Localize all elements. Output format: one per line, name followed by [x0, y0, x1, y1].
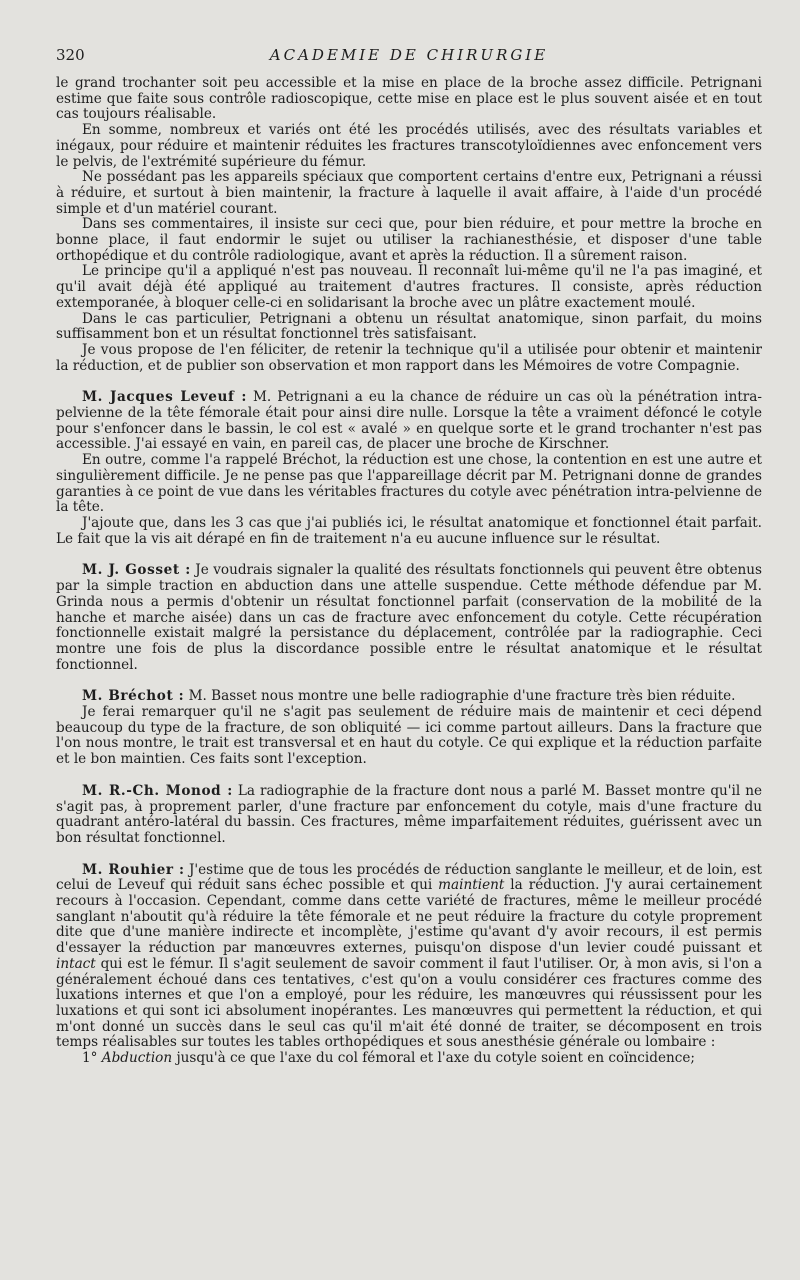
running-head — [56, 40, 762, 76]
speaker-name: M. Bréchot : — [82, 688, 185, 705]
emphasis: maintient — [438, 877, 505, 894]
emphasis: intact — [56, 955, 96, 972]
paragraph — [56, 863, 762, 1051]
paragraph: Dans ses commentaires, il insiste sur ceci que, pour bien réduire, et pour mettre la broche en bonne place, il faut endormir le sujet ou utiliser la rachianesthésie, et disposer d'une table orthopédique et du contrôle radiologique, avant et après la réduction. Il a sûrement raison. — [56, 216, 762, 264]
speaker-name: M. Rouhier : — [82, 861, 185, 878]
speech-text: la réduction. J'y aurai certainement recours à l'occasion. Cependant, comme dans cette variété de fractures, même le meilleur procédé sanglant n'aboutit qu'à réduire la tête fémorale et ne peut réduire la fracture du cotyle proprement dite que d'une manière indirecte et incomplète, j'estime qu'avant d'y avoir recours, il est permis d'essayer la réduction par manœuvres externes, puisqu'on dispose d'un levier coudé puissant et — [56, 877, 762, 957]
speech-text: M. Basset nous montre une belle radiographie d'une fracture très bien réduite. — [184, 688, 736, 705]
page-number: 320 — [56, 46, 85, 64]
paragraph — [56, 563, 762, 673]
intervention-monod — [56, 784, 762, 847]
paragraph: En outre, comme l'a rappelé Bréchot, la réduction est une chose, la contention en est une autre et singulièrement difficile. Je ne pense pas que l'appareillage décrit par M. Petrignani donne de grandes garanties à ce point de vue dans les véritables fractures du cotyle avec pénétration intra-pelvienne de la tête. — [56, 452, 762, 516]
journal-title: ACADEMIE DE CHIRURGIE — [269, 46, 549, 64]
speech-text: La radiographie de la fracture dont nous a parlé M. Basset montre qu'il ne s'agit pas, à proprement parler, d'une fracture par enfoncement du cotyle, mais d'une fracture du quadrant antéro-latéral du bassin. Ces fractures, même imparfaitement réduites, guérissent avec un bon résultat fonctionnel. — [56, 782, 762, 846]
item-text: jusqu'à ce que l'axe du col fémoral et l'axe du cotyle soient en coïncidence; — [172, 1050, 695, 1067]
speaker-name: M. J. Gosset : — [82, 562, 191, 579]
paragraph — [56, 784, 762, 847]
paragraph: Le principe qu'il a appliqué n'est pas nouveau. Il reconnaît lui-même qu'il ne l'a pas imaginé, et qu'il avait déjà été appliqué au traitement d'autres fractures. Il consiste, après réduction extemporanée, à bloquer celle-ci en solidarisant la broche avec un plâtre exactement moulé. — [56, 263, 762, 311]
speech-text: Je voudrais signaler la qualité des résultats fonctionnels qui peuvent être obtenus par la simple traction en abduction dans une attelle suspendue. Cette méthode défendue par M. Grinda nous a permis d'obtenir un résultat fonctionnel parfait (conservation de la mobilité de la hanche et marche aisée) dans un cas de fracture avec enfoncement du cotyle. Cette récupération fonctionnelle existait malgré la persistance du déplacement, contrôlée par la radiographie. Ceci montre une fois de plus la discordance possible entre le résultat anatomique et le résultat fonctionnel. — [56, 562, 762, 673]
speaker-name: M. R.-Ch. Monod : — [82, 782, 233, 799]
intervention-leveuf — [56, 390, 762, 547]
item-label: Abduction — [101, 1050, 173, 1067]
paragraph: Dans le cas particulier, Petrignani a obtenu un résultat anatomique, sinon parfait, du moins suffisamment bon et un résultat fonctionnel très satisfaisant. — [56, 310, 762, 343]
numbered-item — [56, 1051, 762, 1067]
speech-text: M. Petrignani a eu la chance de réduire un cas où la pénétration intra-pelvienne de la tête fémorale était pour ainsi dire nulle. Lorsque la tête a vraiment défoncé le cotyle pour s'enfoncer dans le bassin, le col est « avalé » en quelque sorte et le grand trochanter n'est pas accessible. J'ai essayé en vain, en pareil cas, de placer une broche de Kirschner. — [56, 389, 763, 453]
paragraph: J'ajoute que, dans les 3 cas que j'ai publiés ici, le résultat anatomique et fonctionnel était parfait. Le fait que la vis ait dérapé en fin de traitement n'a eu aucune influence sur le résultat. — [56, 514, 762, 547]
intervention-rouhier — [56, 863, 762, 1067]
paragraph: En somme, nombreux et variés ont été les procédés utilisés, avec des résultats variables et inégaux, pour réduire et maintenir réduites les fractures transcotyloïdiennes avec enfoncement vers le pelvis, de l'extrémité supérieure du fémur. — [56, 122, 762, 170]
paragraph: Ne possédant pas les appareils spéciaux que comportent certains d'entre eux, Petrignani a réussi à réduire, et surtout à bien maintenir, la fracture à laquelle il avait affaire, à l'aide d'un procédé simple et d'un matériel courant. — [56, 169, 762, 217]
paragraph: Je vous propose de l'en féliciter, de retenir la technique qu'il a utilisée pour obtenir et maintenir la réduction, et de publier son observation et mon rapport dans les Mémoires de votre Compagnie. — [56, 341, 762, 374]
intervention-gosset — [56, 563, 762, 673]
intervention-brechot — [56, 689, 762, 768]
speaker-name: M. Jacques Leveuf : — [82, 389, 248, 406]
speech-text: qui est le fémur. Il s'agit seulement de savoir comment il faut l'utiliser. Or, à mon avis, si l'on a généralement échoué dans ces tentatives, c'est qu'on a voulu considérer ces fractures comme des luxations internes et que l'on a employé, pour les réduire, les manœuvres qui réussissent pour les luxations et qui sont ici absolument inopérantes. Les manœuvres qui permettent la réduction, et qui m'ont donné un succès dans le seul cas qu'il m'ait été donné de traiter, se décomposent en trois temps réalisables sur toutes les tables orthopédiques et sous anesthésie générale ou lombaire : — [56, 955, 762, 1051]
paragraph — [56, 689, 762, 705]
paragraph — [56, 390, 762, 453]
speech-text: J'estime que de tous les procédés de réduction sanglante le meilleur, et de loin, est celui de Leveuf qui réduit sans échec possible et qui — [56, 861, 762, 894]
paragraph-continuation: le grand trochanter soit peu accessible et la mise en place de la broche assez difficile. Petrignani estime que faite sous contrôle radioscopique, cette mise en place est le plus souvent aisée et en tout cas toujours réalisable. — [56, 75, 762, 123]
paragraph: Je ferai remarquer qu'il ne s'agit pas seulement de réduire mais de maintenir et ceci dépend beaucoup du type de la fracture, de son obliquité — ici comme partout ailleurs. Dans la fracture que l'on nous montre, le trait est transversal et en haut du cotyle. Ce qui explique et la réduction parfaite et le bon maintien. Ces faits sont l'exception. — [56, 704, 762, 768]
item-number: 1° — [82, 1050, 98, 1067]
article-body — [56, 76, 762, 1067]
